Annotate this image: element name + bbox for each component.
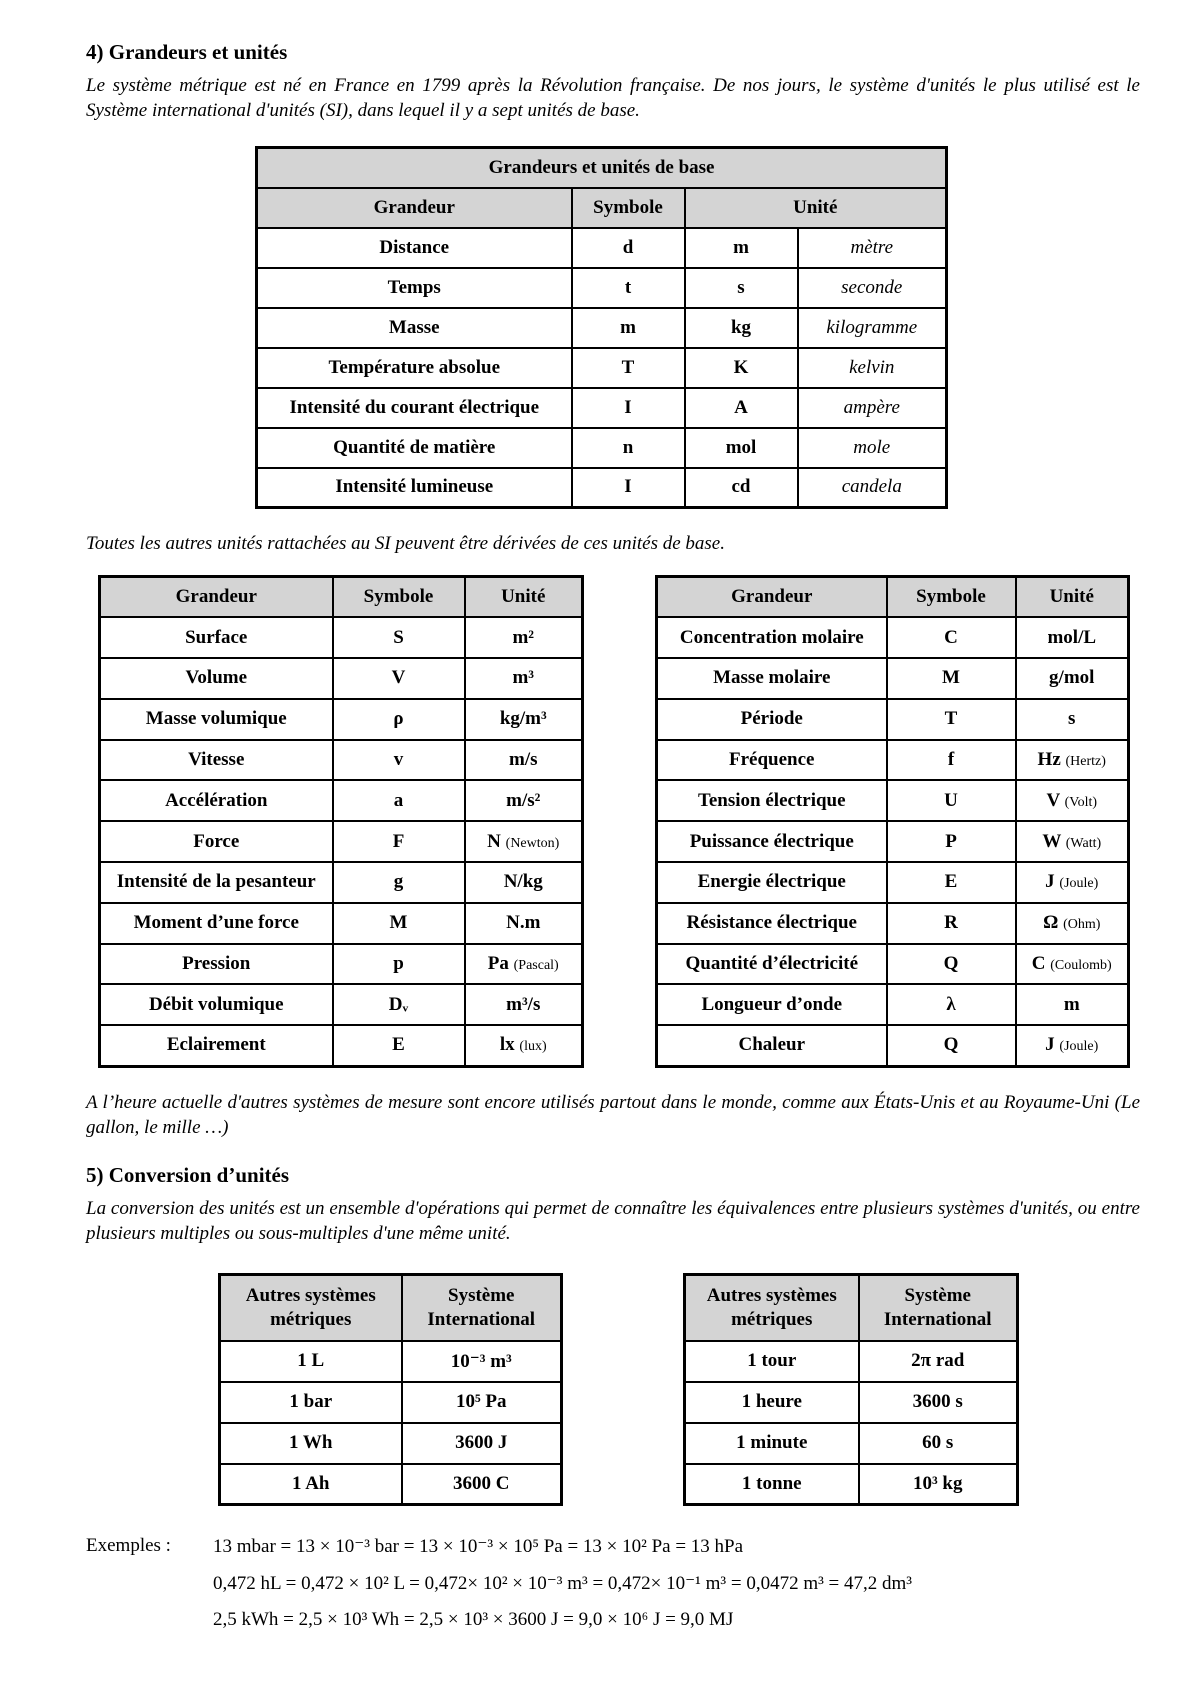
grandeur-cell: Intensité lumineuse bbox=[257, 468, 572, 508]
table-row bbox=[220, 1341, 562, 1382]
unite-cell bbox=[465, 821, 583, 862]
unite-cell-value: J bbox=[1045, 871, 1055, 893]
symbole-cell: m bbox=[572, 308, 685, 348]
unite-cell-unit-name: (Pascal) bbox=[513, 958, 559, 974]
unit-name-cell: candela bbox=[798, 468, 947, 508]
unite-cell: m bbox=[1016, 984, 1129, 1025]
unite-cell-unit-name: (Joule) bbox=[1059, 1039, 1099, 1055]
table-row bbox=[257, 268, 947, 308]
unite-cell-value: Pa bbox=[487, 953, 509, 975]
grandeur-cell: Période bbox=[657, 699, 887, 740]
grandeur-cell: Résistance électrique bbox=[657, 903, 887, 944]
grandeur-cell: Concentration molaire bbox=[657, 617, 887, 658]
table-row bbox=[657, 862, 1129, 903]
symbole-cell: λ bbox=[887, 984, 1016, 1025]
symbole-cell: I bbox=[572, 388, 685, 428]
unite-cell bbox=[1016, 944, 1129, 985]
symbole-cell: C bbox=[887, 617, 1016, 658]
grandeur-cell: Intensité de la pesanteur bbox=[100, 862, 333, 903]
derived-left-header-symbole: Symbole bbox=[333, 577, 465, 618]
unite-cell bbox=[465, 1025, 583, 1066]
table-row bbox=[220, 1382, 562, 1423]
symbole-cell: t bbox=[572, 268, 685, 308]
unite-cell: mol/L bbox=[1016, 617, 1129, 658]
symbole-cell: T bbox=[572, 348, 685, 388]
derived-right-header-symbole: Symbole bbox=[887, 577, 1016, 618]
other-system-cell: 1 heure bbox=[685, 1382, 859, 1423]
symbole-cell: d bbox=[572, 228, 685, 268]
table-row bbox=[657, 658, 1129, 699]
si-cell: 60 s bbox=[859, 1423, 1018, 1464]
unite-cell-unit-name: (lux) bbox=[519, 1039, 547, 1055]
conv-left-header-autres: Autres systèmes métriques bbox=[220, 1275, 402, 1341]
unit-name-cell: kelvin bbox=[798, 348, 947, 388]
unite-cell bbox=[1016, 740, 1129, 781]
unite-cell: kg/m³ bbox=[465, 699, 583, 740]
base-table-title: Grandeurs et unités de base bbox=[257, 148, 947, 188]
unit-name-cell: kilogramme bbox=[798, 308, 947, 348]
unite-cell bbox=[1016, 903, 1129, 944]
unite-cell bbox=[1016, 821, 1129, 862]
symbole-cell: E bbox=[887, 862, 1016, 903]
unite-cell: kg bbox=[685, 308, 798, 348]
table-row bbox=[257, 228, 947, 268]
unite-cell-value: W bbox=[1042, 830, 1061, 852]
symbole-cell: F bbox=[333, 821, 465, 862]
table-row bbox=[100, 699, 583, 740]
unite-cell: A bbox=[685, 388, 798, 428]
symbole-cell: E bbox=[333, 1025, 465, 1066]
table-row bbox=[257, 308, 947, 348]
base-header-unite: Unité bbox=[685, 188, 947, 228]
table-row bbox=[220, 1464, 562, 1505]
conversion-table-right bbox=[683, 1273, 1019, 1506]
grandeur-cell: Tension électrique bbox=[657, 780, 887, 821]
unite-cell-value: V bbox=[1046, 789, 1060, 811]
table-row bbox=[100, 658, 583, 699]
section5-title: 5) Conversion d’unités bbox=[86, 1163, 290, 1187]
symbole-cell: M bbox=[333, 903, 465, 944]
grandeur-cell: Accélération bbox=[100, 780, 333, 821]
symbole-cell: g bbox=[333, 862, 465, 903]
conv-right-header-si: Système International bbox=[859, 1275, 1018, 1341]
unite-cell: m³/s bbox=[465, 984, 583, 1025]
symbole-cell: Q bbox=[887, 1025, 1016, 1066]
other-system-cell: 1 tonne bbox=[685, 1464, 859, 1505]
unite-cell: m/s² bbox=[465, 780, 583, 821]
si-cell: 3600 s bbox=[859, 1382, 1018, 1423]
unite-cell bbox=[1016, 862, 1129, 903]
table-row bbox=[685, 1464, 1018, 1505]
grandeur-cell: Débit volumique bbox=[100, 984, 333, 1025]
conversion-table-left bbox=[218, 1273, 563, 1506]
derived-right-header-grandeur: Grandeur bbox=[657, 577, 887, 618]
table-row bbox=[657, 740, 1129, 781]
other-systems-note: A l’heure actuelle d'autres systèmes de mesure sont encore utilisés partout dans le monde, comme aux États-Unis et au Royaume-Uni (Le gallon, le mille …) bbox=[86, 1092, 1140, 1138]
derived-right-header-unite: Unité bbox=[1016, 577, 1129, 618]
derived-note: Toutes les autres unités rattachées au SI peuvent être dérivées de ces unités de base. bbox=[86, 533, 725, 554]
symbole-cell: I bbox=[572, 468, 685, 508]
section5-intro: La conversion des unités est un ensemble d'opérations qui permet de connaître les équivalences entre plusieurs systèmes d'unités, ou entre plusieurs multiples ou sous-multiples d'une même unité. bbox=[86, 1198, 1140, 1244]
grandeur-cell: Quantité d’électricité bbox=[657, 944, 887, 985]
table-row bbox=[257, 388, 947, 428]
table-row bbox=[220, 1423, 562, 1464]
unite-cell-unit-name: (Coulomb) bbox=[1050, 958, 1112, 974]
conv-right-header-autres: Autres systèmes métriques bbox=[685, 1275, 859, 1341]
unite-cell bbox=[465, 944, 583, 985]
symbole-cell: R bbox=[887, 903, 1016, 944]
unite-cell-value: J bbox=[1045, 1034, 1055, 1056]
table-row bbox=[657, 984, 1129, 1025]
other-system-cell: 1 L bbox=[220, 1341, 402, 1382]
grandeur-cell: Surface bbox=[100, 617, 333, 658]
grandeur-cell: Distance bbox=[257, 228, 572, 268]
base-header-symbole: Symbole bbox=[572, 188, 685, 228]
unite-cell-value: lx bbox=[499, 1034, 515, 1056]
table-row bbox=[100, 903, 583, 944]
base-header-grandeur: Grandeur bbox=[257, 188, 572, 228]
unite-cell: mol bbox=[685, 428, 798, 468]
table-row bbox=[257, 428, 947, 468]
unite-cell-value: Ω bbox=[1043, 912, 1059, 934]
si-cell: 3600 C bbox=[402, 1464, 562, 1505]
symbole-cell: M bbox=[887, 658, 1016, 699]
unite-cell-value: Hz bbox=[1037, 749, 1061, 771]
unite-cell: m/s bbox=[465, 740, 583, 781]
symbole-cell: S bbox=[333, 617, 465, 658]
table-row bbox=[685, 1382, 1018, 1423]
symbole-cell: ρ bbox=[333, 699, 465, 740]
unite-cell-unit-name: (Ohm) bbox=[1063, 917, 1101, 933]
base-units-table bbox=[255, 146, 948, 509]
symbole-cell: v bbox=[333, 740, 465, 781]
unite-cell-unit-name: (Newton) bbox=[505, 835, 560, 851]
table-row bbox=[657, 617, 1129, 658]
grandeur-cell: Température absolue bbox=[257, 348, 572, 388]
unite-cell bbox=[1016, 780, 1129, 821]
si-cell: 10³ kg bbox=[859, 1464, 1018, 1505]
unite-cell: cd bbox=[685, 468, 798, 508]
table-row bbox=[100, 617, 583, 658]
si-cell: 10⁵ Pa bbox=[402, 1382, 562, 1423]
unite-cell-value: C bbox=[1031, 953, 1046, 975]
table-row bbox=[657, 780, 1129, 821]
unite-cell-value: N bbox=[487, 830, 501, 852]
si-cell: 2π rad bbox=[859, 1341, 1018, 1382]
unit-name-cell: mètre bbox=[798, 228, 947, 268]
symbole-cell: p bbox=[333, 944, 465, 985]
table-row bbox=[100, 780, 583, 821]
table-row bbox=[257, 348, 947, 388]
derived-units-table-left bbox=[98, 575, 584, 1068]
grandeur-cell: Chaleur bbox=[657, 1025, 887, 1066]
table-row bbox=[657, 1025, 1129, 1066]
symbole-cell: Q bbox=[887, 944, 1016, 985]
other-system-cell: 1 bar bbox=[220, 1382, 402, 1423]
table-row bbox=[257, 468, 947, 508]
grandeur-cell: Force bbox=[100, 821, 333, 862]
table-row bbox=[657, 903, 1129, 944]
conv-left-header-si: Système International bbox=[402, 1275, 562, 1341]
table-row bbox=[685, 1423, 1018, 1464]
unite-cell-unit-name: (Hertz) bbox=[1065, 754, 1106, 770]
symbole-cell: Dᵥ bbox=[333, 984, 465, 1025]
grandeur-cell: Puissance électrique bbox=[657, 821, 887, 862]
unit-name-cell: ampère bbox=[798, 388, 947, 428]
unite-cell-unit-name: (Joule) bbox=[1059, 876, 1099, 892]
table-row bbox=[100, 944, 583, 985]
grandeur-cell: Eclairement bbox=[100, 1025, 333, 1066]
example-line: 2,5 kWh = 2,5 × 10³ Wh = 2,5 × 10³ × 3600 J = 9,0 × 10⁶ J = 9,0 MJ bbox=[213, 1609, 734, 1630]
table-row bbox=[657, 821, 1129, 862]
unite-cell: N/kg bbox=[465, 862, 583, 903]
section4-intro: Le système métrique est né en France en 1799 après la Révolution française. De nos jours, le système d'unités le plus utilisé est le Système international d'unités (SI), dans lequel il y a sept unités de base. bbox=[86, 75, 1140, 121]
other-system-cell: 1 Ah bbox=[220, 1464, 402, 1505]
unite-cell: m bbox=[685, 228, 798, 268]
si-cell: 10⁻³ m³ bbox=[402, 1341, 562, 1382]
table-row bbox=[100, 1025, 583, 1066]
derived-units-table-right bbox=[655, 575, 1130, 1068]
grandeur-cell: Pression bbox=[100, 944, 333, 985]
unite-cell: s bbox=[1016, 699, 1129, 740]
unite-cell: m³ bbox=[465, 658, 583, 699]
section4-title: 4) Grandeurs et unités bbox=[86, 40, 288, 64]
grandeur-cell: Quantité de matière bbox=[257, 428, 572, 468]
symbole-cell: T bbox=[887, 699, 1016, 740]
grandeur-cell: Fréquence bbox=[657, 740, 887, 781]
unite-cell: s bbox=[685, 268, 798, 308]
derived-left-header-unite: Unité bbox=[465, 577, 583, 618]
grandeur-cell: Longueur d’onde bbox=[657, 984, 887, 1025]
symbole-cell: n bbox=[572, 428, 685, 468]
example-line: 13 mbar = 13 × 10⁻³ bar = 13 × 10⁻³ × 10⁵ Pa = 13 × 10² Pa = 13 hPa bbox=[213, 1536, 744, 1557]
examples-label: Exemples : bbox=[86, 1535, 171, 1556]
grandeur-cell: Vitesse bbox=[100, 740, 333, 781]
grandeur-cell: Volume bbox=[100, 658, 333, 699]
grandeur-cell: Masse molaire bbox=[657, 658, 887, 699]
unite-cell: m² bbox=[465, 617, 583, 658]
unite-cell-unit-name: (Watt) bbox=[1065, 835, 1102, 851]
grandeur-cell: Energie électrique bbox=[657, 862, 887, 903]
grandeur-cell: Temps bbox=[257, 268, 572, 308]
table-row bbox=[100, 821, 583, 862]
si-cell: 3600 J bbox=[402, 1423, 562, 1464]
symbole-cell: V bbox=[333, 658, 465, 699]
symbole-cell: U bbox=[887, 780, 1016, 821]
grandeur-cell: Moment d’une force bbox=[100, 903, 333, 944]
table-row bbox=[657, 699, 1129, 740]
example-line: 0,472 hL = 0,472 × 10² L = 0,472× 10² × 10⁻³ m³ = 0,472× 10⁻¹ m³ = 0,0472 m³ = 47,2 dm³ bbox=[213, 1573, 912, 1594]
symbole-cell: f bbox=[887, 740, 1016, 781]
symbole-cell: a bbox=[333, 780, 465, 821]
grandeur-cell: Intensité du courant électrique bbox=[257, 388, 572, 428]
table-row bbox=[100, 862, 583, 903]
symbole-cell: P bbox=[887, 821, 1016, 862]
other-system-cell: 1 tour bbox=[685, 1341, 859, 1382]
other-system-cell: 1 Wh bbox=[220, 1423, 402, 1464]
table-row bbox=[100, 740, 583, 781]
unite-cell-unit-name: (Volt) bbox=[1064, 794, 1098, 810]
grandeur-cell: Masse volumique bbox=[100, 699, 333, 740]
grandeur-cell: Masse bbox=[257, 308, 572, 348]
unite-cell: N.m bbox=[465, 903, 583, 944]
other-system-cell: 1 minute bbox=[685, 1423, 859, 1464]
unite-cell bbox=[1016, 1025, 1129, 1066]
table-row bbox=[685, 1341, 1018, 1382]
unite-cell: g/mol bbox=[1016, 658, 1129, 699]
unite-cell: K bbox=[685, 348, 798, 388]
derived-left-header-grandeur: Grandeur bbox=[100, 577, 333, 618]
table-row bbox=[100, 984, 583, 1025]
table-row bbox=[657, 944, 1129, 985]
unit-name-cell: seconde bbox=[798, 268, 947, 308]
unit-name-cell: mole bbox=[798, 428, 947, 468]
